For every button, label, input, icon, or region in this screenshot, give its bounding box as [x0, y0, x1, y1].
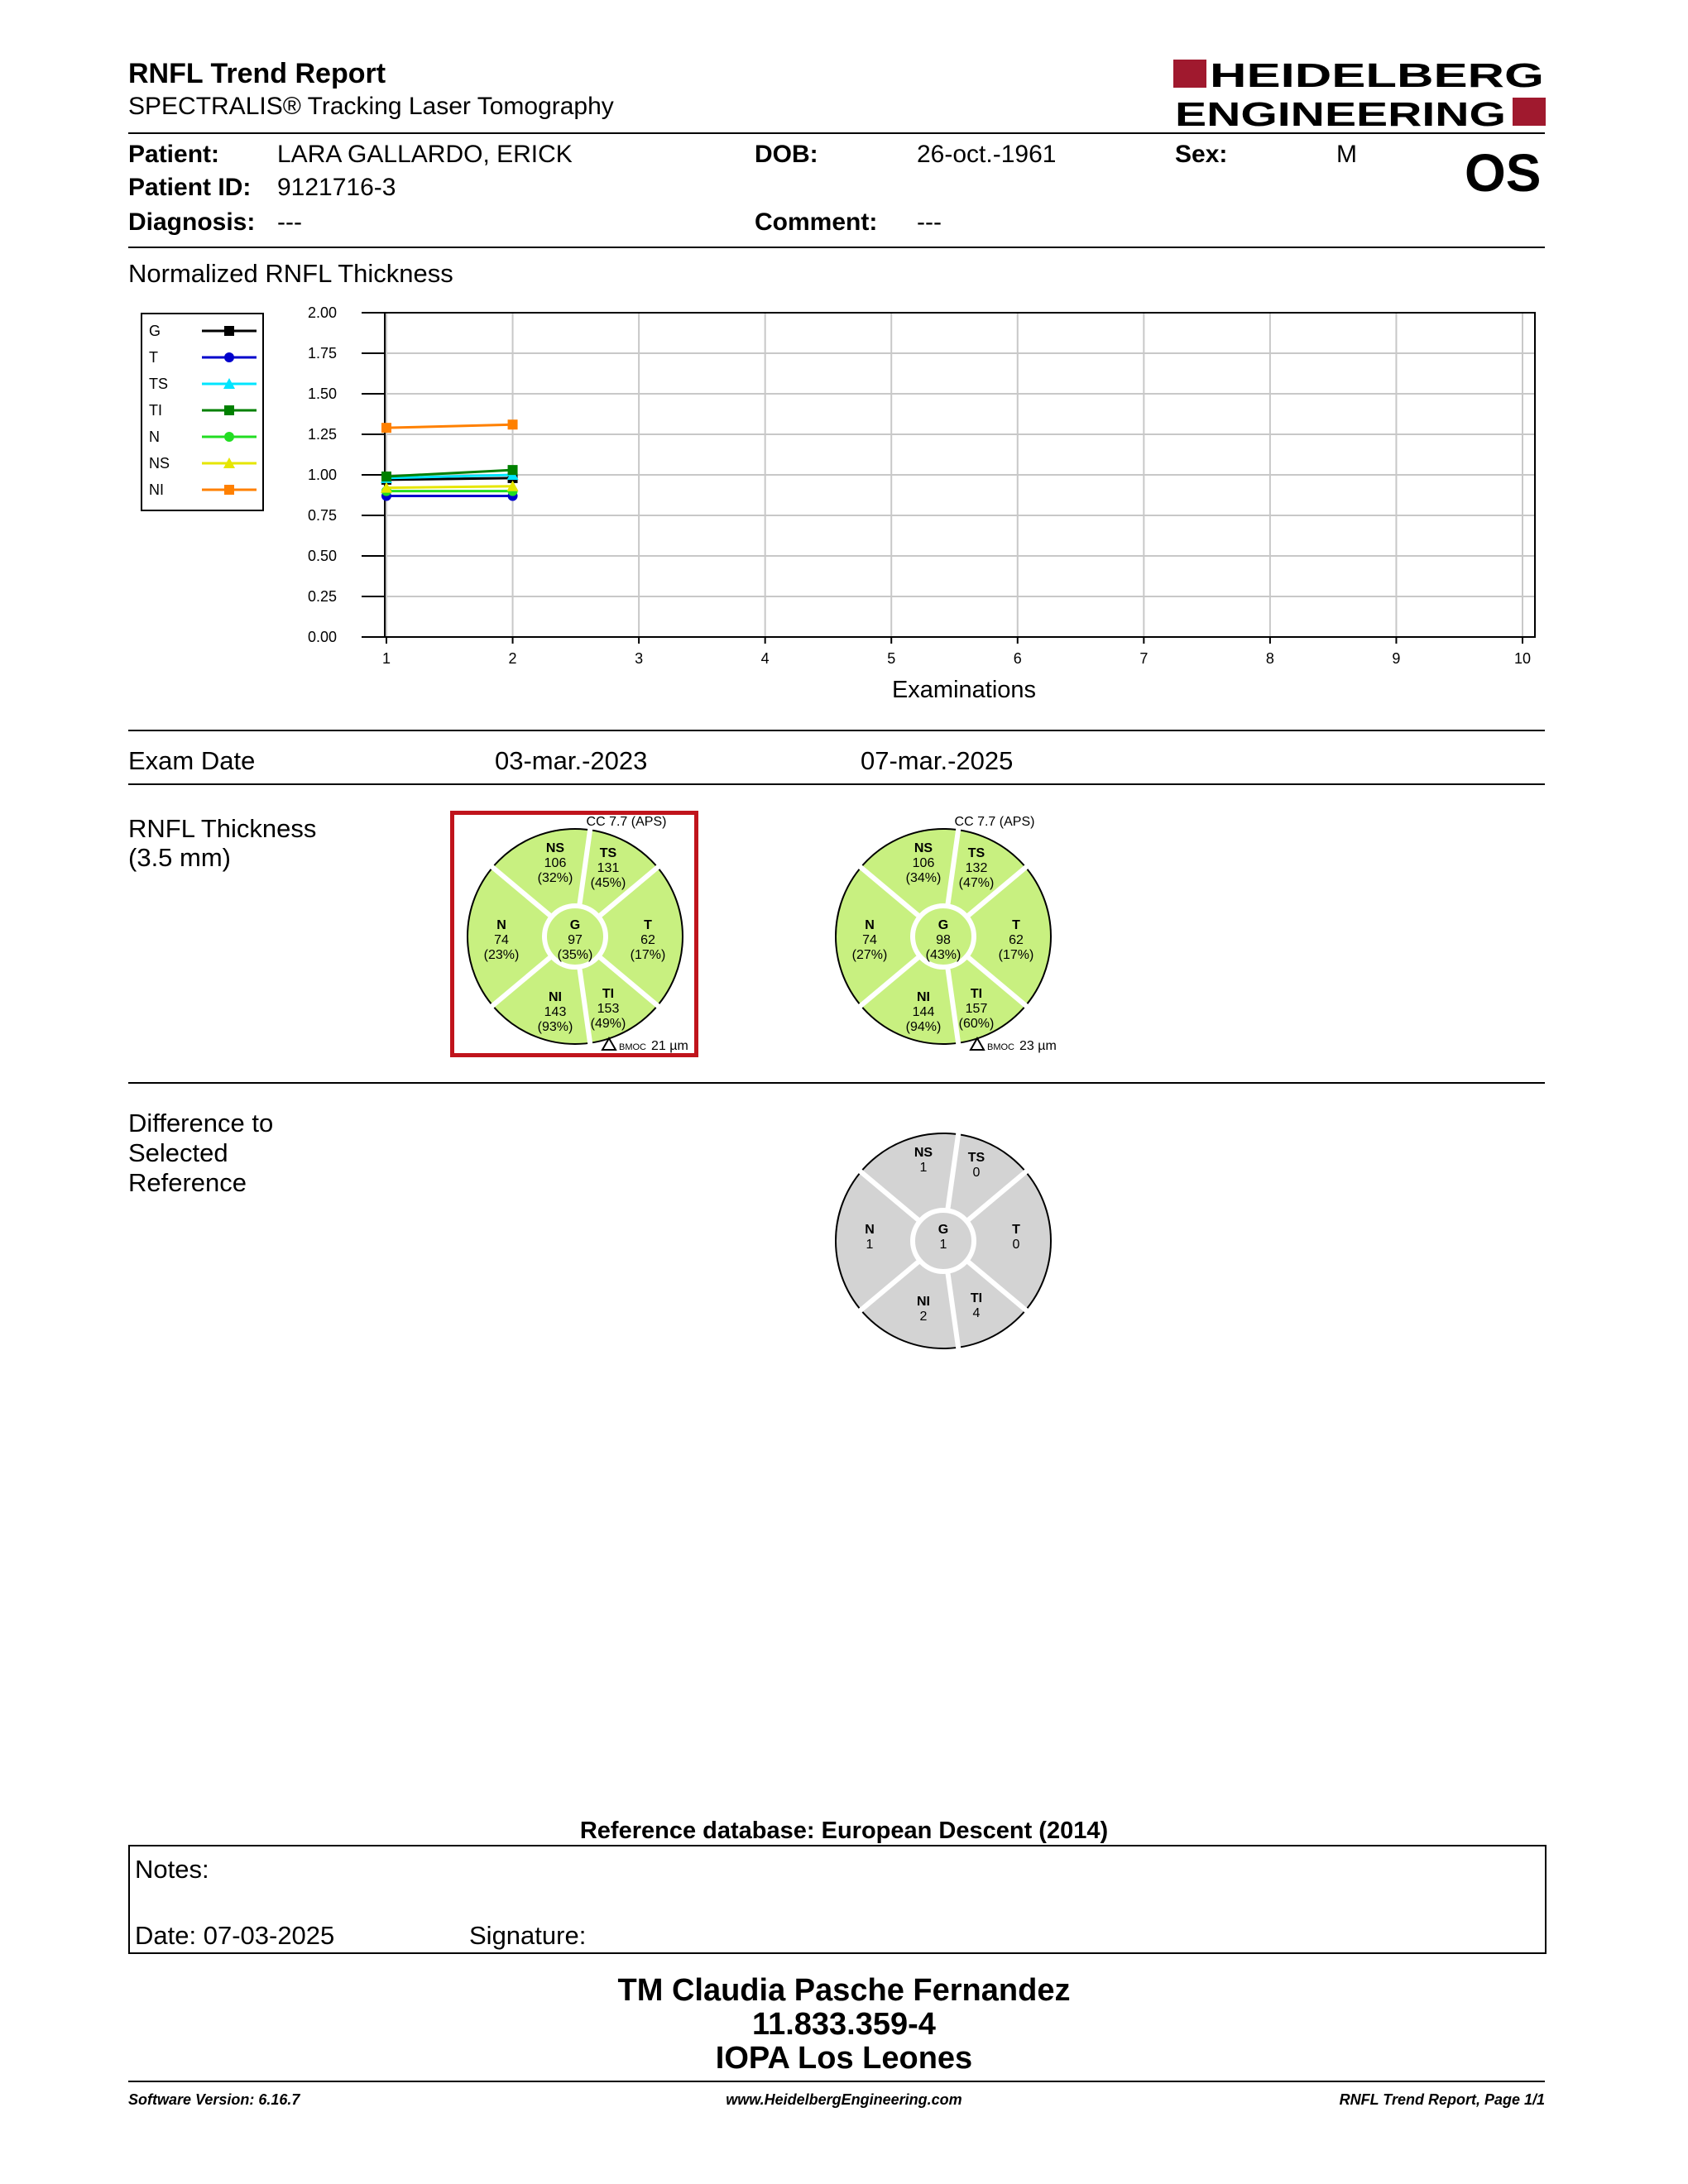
- legend-marker-t: [224, 352, 234, 362]
- x-tick-label: 9: [1392, 650, 1401, 667]
- sex-label: Sex:: [1175, 141, 1228, 168]
- bmoc-value: 23 µm: [1019, 1039, 1057, 1053]
- sector-value: 157: [965, 1002, 988, 1016]
- sector-name: N: [496, 918, 506, 932]
- legend-marker-g: [224, 326, 234, 336]
- reference-database: Reference database: European Descent (2014): [579, 1818, 1109, 1844]
- sector-name: G: [938, 1223, 949, 1237]
- y-tick-label: 0.00: [307, 629, 337, 645]
- logo-line-1: HEIDELBERG: [1210, 56, 1544, 94]
- sector-name: N: [865, 918, 875, 932]
- legend-label-t: T: [149, 349, 158, 366]
- sector-name: N: [865, 1223, 875, 1237]
- x-tick-label: 10: [1513, 650, 1532, 667]
- sector-value: 74: [862, 933, 877, 947]
- sector-percentile: (47%): [958, 876, 995, 890]
- sector-percentile: (23%): [483, 948, 520, 962]
- sector-value: 4: [972, 1306, 981, 1320]
- sector-name: NS: [914, 841, 933, 855]
- sector-value: 1: [919, 1161, 928, 1175]
- sector-name: NI: [549, 990, 562, 1004]
- sector-value: 97: [568, 933, 583, 947]
- sector-name: TI: [602, 987, 615, 1001]
- legend-label-g: G: [149, 323, 161, 339]
- sector-name: NS: [545, 841, 565, 855]
- sector-name: T: [1012, 918, 1020, 932]
- sector-value: 1: [939, 1238, 947, 1252]
- legend-label-ns: NS: [149, 455, 170, 472]
- series-line-ni: [386, 424, 513, 428]
- signature-label: Signature:: [469, 1921, 587, 1950]
- diagnosis-label: Diagnosis:: [128, 208, 256, 236]
- difference-label-3: Reference: [128, 1168, 247, 1197]
- sector-percentile: (27%): [851, 948, 888, 962]
- x-tick-label: 7: [1139, 650, 1149, 667]
- sector-value: 106: [544, 856, 567, 870]
- rnfl-disc-exam-2[interactable]: [819, 812, 1067, 1061]
- stamp-id: 11.833.359-4: [752, 2007, 936, 2042]
- x-tick-label: 4: [760, 650, 770, 667]
- notes-box: [128, 1845, 1547, 1954]
- bmoc-label: BMOC: [987, 1042, 1014, 1052]
- sector-value: 1: [866, 1238, 874, 1252]
- logo-line-2: ENGINEERING: [1175, 95, 1506, 131]
- chart-legend: [141, 313, 264, 511]
- software-version: Software Version: 6.16.7: [128, 2091, 300, 2108]
- website-link[interactable]: www.HeidelbergEngineering.com: [726, 2091, 962, 2108]
- sector-name: NS: [914, 1146, 933, 1160]
- data-point-ni: [508, 419, 518, 429]
- sector-name: T: [644, 918, 652, 932]
- sector-name: T: [1012, 1223, 1020, 1237]
- x-tick-label: 6: [1013, 650, 1022, 667]
- sector-value: 2: [919, 1310, 928, 1324]
- sector-value: 143: [544, 1005, 567, 1019]
- sector-g: [938, 1223, 948, 1252]
- sector-percentile: (34%): [905, 871, 942, 885]
- report-title: RNFL Trend Report: [128, 58, 386, 89]
- sector-name: TI: [970, 987, 983, 1001]
- y-tick-label: 2.00: [307, 304, 337, 321]
- bmoc-label: BMOC: [619, 1042, 646, 1052]
- y-tick-label: 1.25: [307, 426, 337, 443]
- dob-label: DOB:: [755, 141, 818, 168]
- sector-n: [865, 1223, 875, 1252]
- bmoc-value: 21 µm: [651, 1039, 688, 1053]
- cc-label: CC 7.7 (APS): [586, 815, 667, 829]
- x-tick-label: 5: [887, 650, 896, 667]
- patient-id-value: 9121716-3: [277, 174, 396, 201]
- sector-percentile: (32%): [537, 871, 573, 885]
- sector-percentile: (43%): [925, 948, 961, 962]
- y-tick-label: 1.00: [307, 467, 337, 483]
- sector-percentile: (60%): [958, 1017, 995, 1031]
- rnfl-thickness-label: RNFL Thickness: [128, 814, 317, 843]
- sector-percentile: (17%): [998, 948, 1034, 962]
- stamp-institution: IOPA Los Leones: [715, 2041, 973, 2076]
- sector-name: TS: [599, 846, 617, 860]
- sector-value: 0: [972, 1166, 981, 1180]
- legend-label-n: N: [149, 429, 160, 445]
- difference-label-2: Selected: [128, 1138, 228, 1167]
- difference-label-1: Difference to: [128, 1109, 274, 1138]
- legend-marker-n: [224, 432, 234, 442]
- legend-marker-ni: [224, 485, 234, 495]
- report-subtitle: SPECTRALIS® Tracking Laser Tomography: [128, 93, 614, 120]
- y-tick-label: 1.75: [307, 345, 337, 362]
- sector-value: 0: [1012, 1238, 1020, 1252]
- sector-name: NI: [917, 1295, 930, 1309]
- x-tick-label: 3: [635, 650, 644, 667]
- y-tick-label: 0.25: [307, 588, 337, 605]
- exam-date-2: 07-mar.-2025: [861, 746, 1014, 775]
- sector-value: 106: [912, 856, 935, 870]
- data-point-ni: [381, 423, 391, 433]
- sector-value: 144: [912, 1005, 935, 1019]
- x-axis-label: Examinations: [891, 677, 1037, 703]
- legend-label-ts: TS: [149, 376, 169, 392]
- sector-name: TS: [967, 1151, 985, 1165]
- exam-date-divider: [128, 783, 1545, 785]
- logo-brand-square-bottom: [1513, 98, 1546, 126]
- sector-value: 131: [597, 861, 620, 875]
- y-tick-label: 0.50: [307, 548, 337, 564]
- cc-label: CC 7.7 (APS): [954, 815, 1035, 829]
- y-tick-label: 0.75: [307, 507, 337, 524]
- sector-value: 62: [1009, 933, 1024, 947]
- sector-percentile: (94%): [905, 1020, 942, 1034]
- sector-name: NI: [917, 990, 930, 1004]
- patient-id-label: Patient ID:: [128, 174, 252, 201]
- notes-label: Notes:: [135, 1855, 209, 1884]
- sector-percentile: (49%): [590, 1017, 626, 1031]
- header-divider: [128, 132, 1545, 134]
- chart-divider: [128, 730, 1545, 731]
- chart-section-title: Normalized RNFL Thickness: [128, 259, 453, 288]
- y-tick-label: 1.50: [307, 386, 337, 402]
- data-point-ti: [381, 472, 391, 481]
- sex-value: M: [1336, 141, 1357, 168]
- rnfl-trend-chart: [294, 302, 1560, 707]
- patient-divider: [128, 247, 1545, 248]
- sector-percentile: (93%): [537, 1020, 573, 1034]
- legend-label-ni: NI: [149, 481, 164, 498]
- difference-disc: [819, 1117, 1067, 1365]
- data-point-ti: [508, 465, 518, 475]
- comment-value: ---: [917, 208, 942, 236]
- legend-marker-ti: [224, 405, 234, 415]
- patient-name: LARA GALLARDO, ERICK: [277, 141, 573, 168]
- exam-date-label: Exam Date: [128, 746, 256, 775]
- sector-name: TI: [970, 1291, 983, 1305]
- sector-value: 98: [936, 933, 951, 947]
- sector-value: 62: [640, 933, 655, 947]
- notes-date: Date: 07-03-2025: [135, 1921, 335, 1950]
- eye-indicator: OS: [1465, 143, 1542, 203]
- logo-brand-square-top: [1173, 60, 1206, 88]
- legend-label-ti: TI: [149, 402, 162, 419]
- sector-percentile: (35%): [557, 948, 593, 962]
- rnfl-disc-exam-1[interactable]: [451, 812, 699, 1061]
- footer-divider: [128, 2081, 1545, 2082]
- dob-value: 26-oct.-1961: [917, 141, 1057, 168]
- heidelberg-logo: [1173, 56, 1550, 131]
- page-number: RNFL Trend Report, Page 1/1: [1339, 2091, 1545, 2108]
- sector-value: 132: [965, 861, 988, 875]
- sector-percentile: (45%): [590, 876, 626, 890]
- sector-name: G: [569, 918, 581, 932]
- x-tick-label: 2: [508, 650, 517, 667]
- sector-value: 74: [494, 933, 509, 947]
- patient-label: Patient:: [128, 141, 220, 168]
- rnfl-divider: [128, 1082, 1545, 1084]
- sector-name: TS: [967, 846, 985, 860]
- sector-name: G: [938, 918, 949, 932]
- series-line-ns: [386, 486, 513, 488]
- sector-percentile: (17%): [630, 948, 666, 962]
- stamp-name: TM Claudia Pasche Fernandez: [617, 1973, 1071, 2008]
- diagnosis-value: ---: [277, 208, 302, 236]
- x-tick-label: 8: [1265, 650, 1274, 667]
- x-tick-label: 1: [381, 650, 391, 667]
- comment-label: Comment:: [755, 208, 878, 236]
- rnfl-thickness-sublabel: (3.5 mm): [128, 843, 231, 872]
- exam-date-1: 03-mar.-2023: [495, 746, 648, 775]
- sector-t: [1012, 1223, 1020, 1252]
- sector-value: 153: [597, 1002, 620, 1016]
